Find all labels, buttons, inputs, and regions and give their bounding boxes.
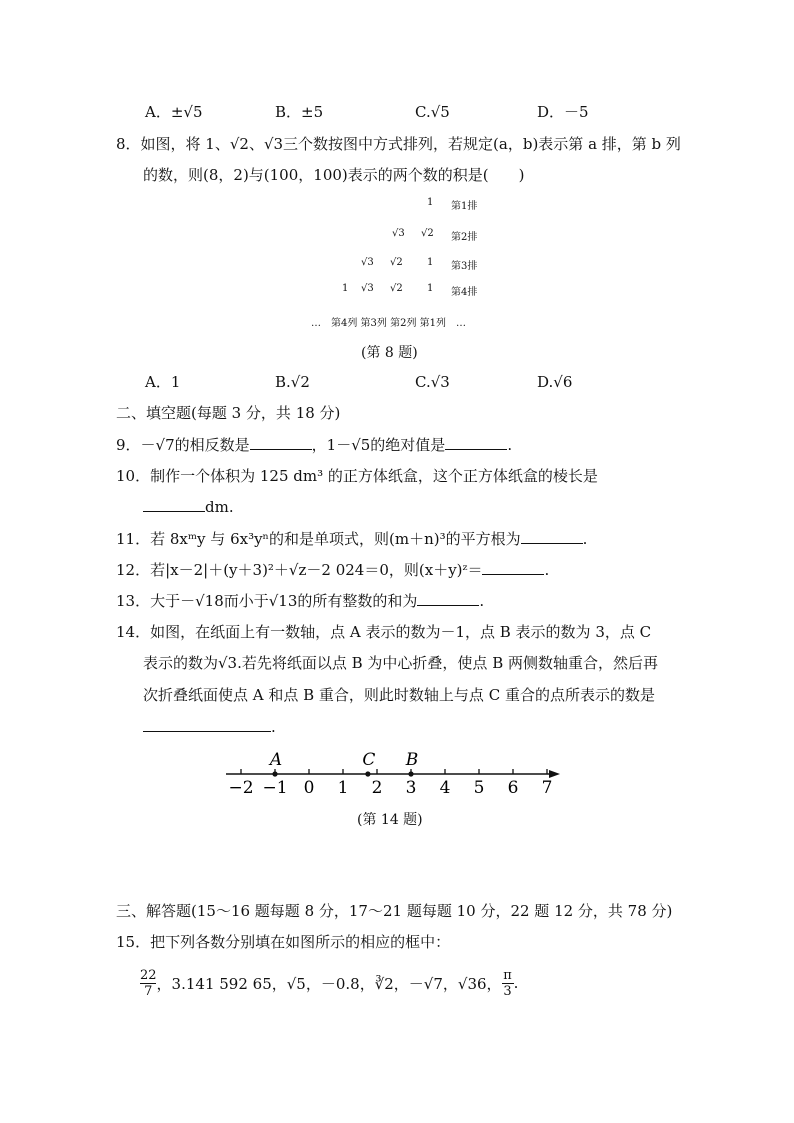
q7-option-d: D．－5 <box>537 103 589 121</box>
tick-label: 5 <box>473 778 485 798</box>
q12-text: 12．若|x－2|＋(y＋3)²＋√z－2 024＝0，则(x＋y)ᶻ＝ <box>116 561 483 579</box>
q12-end: . <box>544 561 550 579</box>
tick-label: −1 <box>262 778 288 798</box>
arr-r3-c2: √2 <box>390 257 403 268</box>
q7-option-b: B．±5 <box>275 103 324 121</box>
q11 <box>116 528 587 550</box>
arr-r4-c2: √2 <box>390 283 403 294</box>
axis-arrow <box>549 770 560 778</box>
q8-option-b: B.√2 <box>275 373 310 391</box>
arr-r2-c2: √3 <box>392 228 405 239</box>
arr-column-labels: … 第4列 第3列 第2列 第1列 … <box>311 318 466 329</box>
tick-label: 0 <box>303 778 315 798</box>
q9-text-c: . <box>507 436 513 454</box>
q15-text: 15．把下列各数分别填在如图所示的相应的框中： <box>116 933 451 951</box>
q15-number-list <box>140 960 518 1006</box>
q14-line1: 14．如图，在纸面上有一数轴，点 A 表示的数为－1，点 B 表示的数为 3，点 C <box>116 623 652 641</box>
pi-numerator: π <box>503 967 512 983</box>
q14-line3: 次折叠纸面使点 A 和点 B 重合，则此时数轴上与点 C 重合的点所表示的数是 <box>143 686 655 704</box>
q11-text: 11．若 8xᵐy 与 6x³yⁿ的和是单项式，则(m＋n)³的平方根为 <box>116 530 521 548</box>
number-list-rest: ，3.141 592 65，√5，－0.8，∛2，－√7，√36， <box>156 974 502 993</box>
arr-r1-label: 第1排 <box>451 201 478 212</box>
section2-heading: 二、填空题(每题 3 分，共 18 分) <box>116 404 341 422</box>
q10-line2 <box>143 496 234 518</box>
arr-r4-c3: √3 <box>361 283 374 294</box>
number-list-end: . <box>513 974 519 992</box>
tick-label: 3 <box>405 778 417 798</box>
q12-blank[interactable] <box>482 560 544 575</box>
q10-line1: 10．制作一个体积为 125 dm³ 的正方体纸盒，这个正方体纸盒的棱长是 <box>116 467 598 485</box>
pi-denominator: 3 <box>503 983 512 999</box>
q7-option-a: A．±√5 <box>145 103 203 121</box>
q11-end: . <box>582 530 588 548</box>
tick-label: 4 <box>439 778 451 798</box>
q8-caption: (第 8 题) <box>361 345 418 361</box>
fraction-denominator: 7 <box>144 983 153 999</box>
q7-option-c: C.√5 <box>415 103 450 121</box>
point-a-label: A <box>269 750 283 770</box>
q11-blank[interactable] <box>521 529 583 544</box>
q8-option-d: D.√6 <box>537 373 573 391</box>
arr-r2-c1: √2 <box>421 228 434 239</box>
arr-r3-c3: √3 <box>361 257 374 268</box>
point-b-label: B <box>405 750 419 770</box>
q8-option-a: A．1 <box>145 373 181 391</box>
q14-end: . <box>271 718 276 736</box>
point-c-label: C <box>362 750 376 770</box>
arr-r3-c1: 1 <box>427 257 434 268</box>
q13-text: 13．大于－√18而小于√13的所有整数的和为 <box>116 592 418 610</box>
q10-blank[interactable] <box>143 497 205 512</box>
tick-label: 6 <box>507 778 519 798</box>
section3-heading: 三、解答题(15～16 题每题 8 分，17～21 题每题 10 分，22 题 12 分，共 78 分) <box>116 902 673 920</box>
arr-r2-label: 第2排 <box>451 232 478 243</box>
tick-label: −2 <box>228 778 254 798</box>
q14-line2: 表示的数为√3.若先将纸面以点 B 为中心折叠，使点 B 两侧数轴重合，然后再 <box>143 654 658 672</box>
q14-line4 <box>143 716 276 738</box>
q14-blank[interactable] <box>143 717 271 732</box>
q13 <box>116 590 484 612</box>
arr-r4-c1: 1 <box>427 283 434 294</box>
q14-number-line <box>0 745 794 805</box>
q10-unit: dm. <box>205 498 234 516</box>
q8-option-c: C.√3 <box>415 373 450 391</box>
q13-end: . <box>479 592 485 610</box>
fraction-22-7 <box>140 968 157 999</box>
point-a-dot <box>272 771 277 776</box>
tick-label: 2 <box>371 778 383 798</box>
q9 <box>116 434 512 456</box>
arr-r4-label: 第4排 <box>451 287 478 298</box>
tick-label: 1 <box>337 778 349 798</box>
arr-r1-c1: 1 <box>427 197 434 208</box>
q12 <box>116 559 549 581</box>
point-c-dot <box>365 771 370 776</box>
q9-text-a: 9．－√7的相反数是 <box>116 436 250 454</box>
point-b-dot <box>408 771 413 776</box>
q9-blank-1[interactable] <box>250 435 312 450</box>
q9-text-b: ，1－√5的绝对值是 <box>311 436 446 454</box>
fraction-numerator: 22 <box>140 967 157 983</box>
q14-caption: (第 14 题) <box>357 812 423 828</box>
q8-line1: 8．如图，将 1、√2、√3三个数按图中方式排列，若规定(a，b)表示第 a 排，第 b 列 <box>116 135 681 153</box>
tick-label: 7 <box>541 778 553 798</box>
q13-blank[interactable] <box>417 591 479 606</box>
arr-r4-c4: 1 <box>342 283 349 294</box>
fraction-pi-3 <box>502 968 514 999</box>
q9-blank-2[interactable] <box>445 435 507 450</box>
arr-r3-label: 第3排 <box>451 261 478 272</box>
q8-line2: 的数，则(8，2)与(100，100)表示的两个数的积是( ) <box>143 166 525 184</box>
